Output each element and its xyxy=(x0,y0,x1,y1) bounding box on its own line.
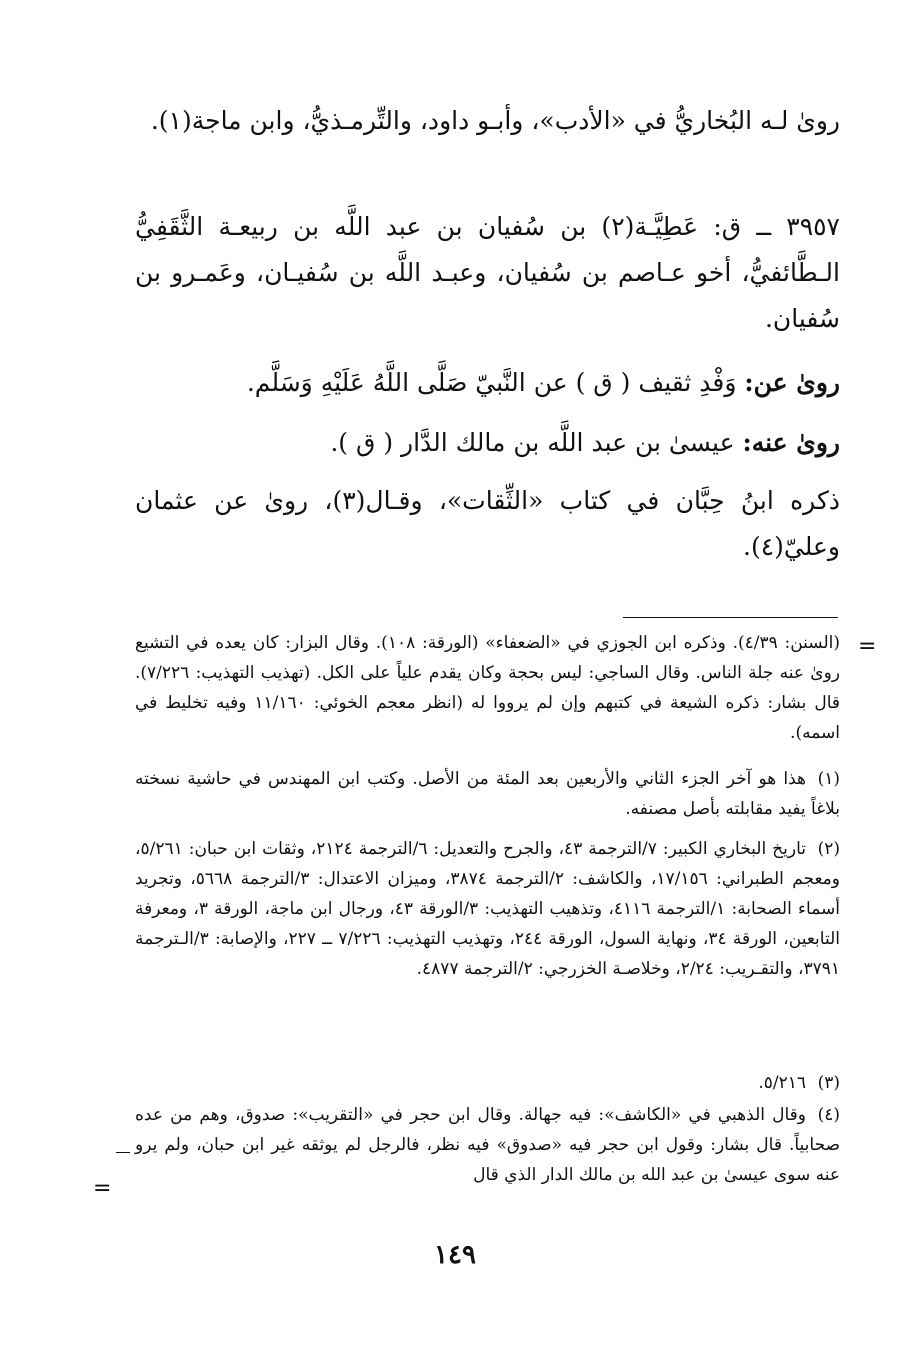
footnote-text: تاريخ البخاري الكبير: ٧/الترجمة ٤٣، والجرح والتعديل: ٦/الترجمة ٢١٢٤، وثقات ابن حبان: ٥/٢٦١، ومعجم الطبراني: ١٧/١٥٦، والكاشف: ٢/الترجمة ٣٨٧٤، وميزان الاعتدال: ٣/الترجمة ٥٦٦٨، وتجريد أسماء الصحابة: ١/الترجمة ٤١١٦، وتذهيب التهذيب: ٣/الورقة ٤٣، ورجال ابن ماجة، الورقة ٣، ومعرفة التابعين، الورقة ٣٤، ونهاية السول، الورقة ٢٤٤، وتهذيب التهذيب: ٧/٢٢٦ ــ ٢٢٧، والإصابة: ٣/الـترجمة ٣٧٩١، والتقـريب: ٢/٢٤، وخلاصـة الخزرجي: ٢/الترجمة ٤٨٧٧. xyxy=(135,839,840,979)
footnote-4 xyxy=(135,1100,840,1190)
previous-entry-text: روىٰ لـه البُخاريُّ في «الأدب»، وأبـو داود، والتِّرمـذيُّ، وابن ماجة(١). xyxy=(150,106,840,135)
narrated-from-line xyxy=(135,360,840,406)
narrated-by-label: روىٰ عنه: xyxy=(742,428,840,457)
footnote-number: (٤) xyxy=(817,1105,840,1125)
footnote-1 xyxy=(135,764,840,824)
narrated-from-label: روىٰ عن: xyxy=(744,368,840,397)
footnote-number: (٢) xyxy=(817,839,840,859)
narrated-by-line xyxy=(135,420,840,466)
continued-mark: = xyxy=(858,634,877,659)
footnote-continued-text: (السنن: ٤/٣٩). وذكره ابن الجوزي في «الضعفاء» (الورقة: ١٠٨). وقال البزار: كان يعده في التشيع روىٰ عنه جلة الناس. وقال الساجي: ليس بحجة وكان يقدم علياً على الكل. (تهذيب التهذيب: ٧/٢٢٦). قال بشار: ذكره الشيعة في كتبهم وإن لم يرووا له (انظر معجم الخوئي: ١١/١٦٠ وفيه تخليط في اسمه). xyxy=(135,633,841,743)
narrated-by-text: عيسىٰ بن عبد اللَّه بن مالك الدَّار ( ق ). xyxy=(330,428,735,457)
footnote-text: هذا هو آخر الجزء الثاني والأربعين بعد المئة من الأصل. وكتب ابن المهندس في حاشية نسخته بلاغاً يفيد مقابلته بأصل مصنفه. xyxy=(135,769,840,819)
footnote-number: (٣) xyxy=(817,1073,840,1093)
page-number: ١٤٩ xyxy=(434,1240,476,1270)
entry-closing: ذكره ابنُ حِبَّان في كتاب «الثِّقات»، وقـال(٣)، روىٰ عن عثمان وعليّ(٤). xyxy=(135,486,840,561)
footnote-text: ٥/٢١٦. xyxy=(758,1073,806,1093)
footnote-text: وقال الذهبي في «الكاشف»: فيه جهالة. وقال ابن حجر في «التقريب»: صدوق، وهم من عده صحابياً. قال بشار: وقول ابن حجر فيه «صدوق» فيه نظر، فالرجل لم يوثقه غير ابن حبان، ولم يرو عنه سوى عيسىٰ بن عبد الله بن مالك الدار الذي قال xyxy=(135,1105,840,1185)
footnote-separator xyxy=(623,617,838,618)
narrated-from-text: وَفْدِ ثقيف ( ق ) عن النَّبيّ صَلَّى اللَّهُ عَلَيْهِ وَسَلَّم. xyxy=(246,368,737,397)
continues-mark: = xyxy=(93,1176,112,1201)
footnote-3 xyxy=(135,1068,840,1098)
footnote-number: (١) xyxy=(817,769,840,789)
footnote-2 xyxy=(135,834,840,984)
entry-header: ٣٩٥٧ ــ ق: عَطِيَّـة(٢) بن سُفيان بن عبد اللَّه بن ربيعـة الثَّقَفِيُّ الـطَّائفيُّ، أخو عـاصم بن سُفيان، وعبـد اللَّه بن سُفيـان، وعَمـرو بن سُفيان. xyxy=(135,212,840,333)
continues-dash xyxy=(116,1152,130,1153)
